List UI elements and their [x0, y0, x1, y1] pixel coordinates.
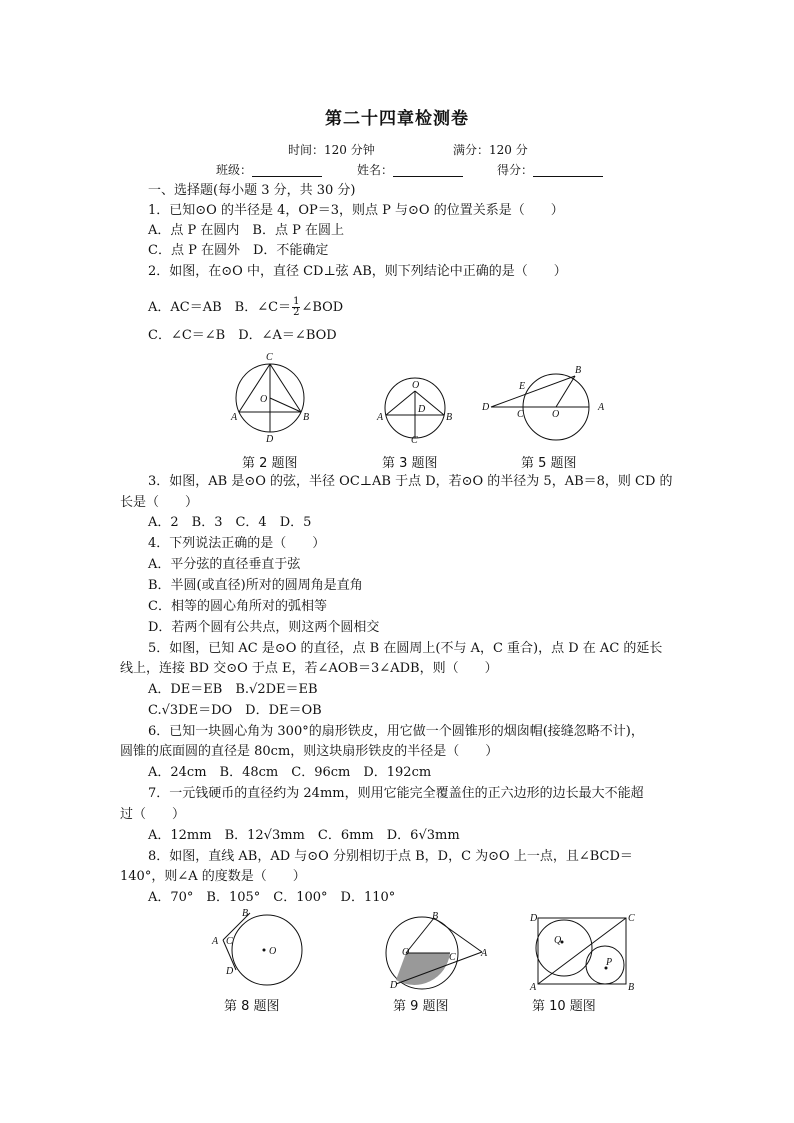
label-D: D — [530, 913, 538, 924]
q8-options: A．70° B．105° C．100° D．110° — [148, 890, 396, 905]
figure-q3 — [368, 370, 463, 445]
q1-options-ab: A．点 P 在圆内 B．点 P 在圆上 — [148, 223, 344, 238]
figure-q5 — [478, 362, 613, 447]
q2-option-suffix: ∠BOD — [301, 300, 344, 315]
q8-text-cont: 140°，则∠A 的度数是（ ） — [120, 869, 306, 884]
q6-text: 6．已知一块圆心角为 300°的扇形铁皮，用它做一个圆锥形的烟囱帽(接缝忽略不计)， — [148, 724, 644, 739]
label-D: D — [390, 980, 398, 991]
label-A: A — [212, 936, 219, 947]
q1-options-cd: C．点 P 在圆外 D．不能确定 — [148, 243, 329, 258]
label-C: C — [517, 409, 524, 420]
caption-q3: 第 3 题图 — [382, 456, 438, 471]
figure-q2 — [222, 350, 322, 445]
label-O: O — [412, 380, 420, 391]
grade-blank[interactable] — [533, 163, 603, 177]
q3-text: 3．如图，AB 是⊙O 的弦，半径 OC⊥AB 于点 D，若⊙O 的半径为 5，AB＝8，则 CD 的 — [148, 474, 673, 489]
label-D: D — [226, 966, 234, 977]
caption-q10: 第 10 题图 — [532, 999, 596, 1014]
caption-q9: 第 9 题图 — [393, 999, 449, 1014]
fraction-numerator: 1 — [293, 296, 300, 307]
figure-q9 — [376, 908, 494, 993]
label-D: D — [266, 434, 274, 445]
label-B: B — [628, 982, 635, 993]
q4-option-c: C．相等的圆心角所对的弧相等 — [148, 599, 327, 614]
label-D: D — [482, 402, 490, 413]
q4-text: 4．下列说法正确的是（ ） — [148, 536, 326, 551]
label-Q: Q — [554, 935, 562, 946]
name-label: 姓名： — [357, 163, 394, 177]
label-A: A — [481, 948, 488, 959]
q4-option-a: A．平分弦的直径垂直于弦 — [148, 557, 301, 572]
q2-text: 2．如图，在⊙O 中，直径 CD⊥弦 AB，则下列结论中正确的是（ ） — [148, 264, 567, 279]
q7-text-cont: 过（ ） — [120, 807, 186, 822]
page-title: 第二十四章检测卷 — [325, 109, 469, 129]
label-A: A — [377, 412, 384, 423]
q3-text-cont: 长是（ ） — [120, 495, 199, 510]
label-D: D — [418, 404, 426, 415]
q4-option-d: D．若两个圆有公共点，则这两个圆相交 — [148, 620, 380, 635]
label-B: B — [432, 911, 439, 922]
label-O: O — [402, 947, 410, 958]
q3-options: A．2 B．3 C．4 D．5 — [148, 515, 312, 530]
label-O: O — [269, 946, 277, 957]
figure-q8 — [206, 908, 310, 988]
label-B: B — [575, 365, 582, 376]
label-P: P — [606, 957, 613, 968]
fraction-denominator: 2 — [293, 307, 300, 318]
q2-option-prefix: A．AC＝AB B．∠C＝ — [148, 300, 292, 315]
q5-options-ab: A．DE＝EB B.√2DE＝EB — [148, 682, 318, 697]
label-C: C — [226, 936, 233, 947]
class-field[interactable] — [216, 161, 322, 179]
label-E: E — [519, 381, 526, 392]
q4-option-b: B．半圆(或直径)所对的圆周角是直角 — [148, 578, 363, 593]
name-blank[interactable] — [393, 163, 463, 177]
label-A: A — [598, 402, 605, 413]
label-C: C — [628, 913, 635, 924]
class-label: 班级： — [216, 163, 253, 177]
q6-text-cont: 圆锥的底面圆的直径是 80cm，则这块扇形铁皮的半径是（ ） — [120, 744, 499, 759]
q5-options-cd: C.√3DE＝DO D．DE＝OB — [148, 703, 322, 718]
label-A: A — [231, 412, 238, 423]
q6-options: A．24cm B．48cm C．96cm D．192cm — [148, 765, 432, 780]
q5-text-cont: 线上，连接 BD 交⊙O 于点 E，若∠AOB＝3∠ADB，则（ ） — [120, 661, 498, 676]
caption-q8: 第 8 题图 — [224, 999, 280, 1014]
score-info: 满分：120 分 — [453, 143, 528, 157]
grade-label: 得分： — [497, 163, 534, 177]
label-O: O — [260, 394, 268, 405]
q8-text: 8．如图，直线 AB，AD 与⊙O 分别相切于点 B，D，C 为⊙O 上一点，且∠BCD＝ — [148, 849, 633, 864]
fraction — [292, 297, 300, 318]
label-C: C — [411, 435, 418, 445]
q7-text: 7．一元钱硬币的直径约为 24mm，则用它能完全覆盖住的正六边形的边长最大不能超 — [148, 786, 644, 801]
q2-options-cd: C．∠C＝∠B D．∠A＝∠BOD — [148, 328, 337, 343]
class-blank[interactable] — [252, 163, 322, 177]
label-B: B — [446, 412, 453, 423]
label-B: B — [242, 908, 249, 919]
caption-q2: 第 2 题图 — [242, 456, 298, 471]
name-field[interactable] — [357, 161, 463, 179]
q1-text: 1．已知⊙O 的半径是 4，OP＝3，则点 P 与⊙O 的位置关系是（ ） — [148, 203, 564, 218]
time-info: 时间：120 分钟 — [288, 143, 375, 157]
label-B: B — [303, 412, 310, 423]
label-C: C — [449, 952, 456, 963]
q2-options-ab — [148, 297, 343, 318]
q7-options: A．12mm B．12√3mm C．6mm D．6√3mm — [148, 828, 460, 843]
grade-field[interactable] — [497, 161, 603, 179]
section-heading: 一、选择题(每小题 3 分，共 30 分) — [148, 183, 356, 198]
caption-q5: 第 5 题图 — [521, 456, 577, 471]
q5-text: 5．如图，已知 AC 是⊙O 的直径，点 B 在圆周上(不与 A，C 重合)，点 D 在 AC 的延长 — [148, 641, 663, 656]
figure-q10 — [526, 910, 641, 995]
label-A: A — [530, 982, 537, 993]
label-C: C — [266, 352, 273, 363]
label-O: O — [552, 409, 560, 420]
